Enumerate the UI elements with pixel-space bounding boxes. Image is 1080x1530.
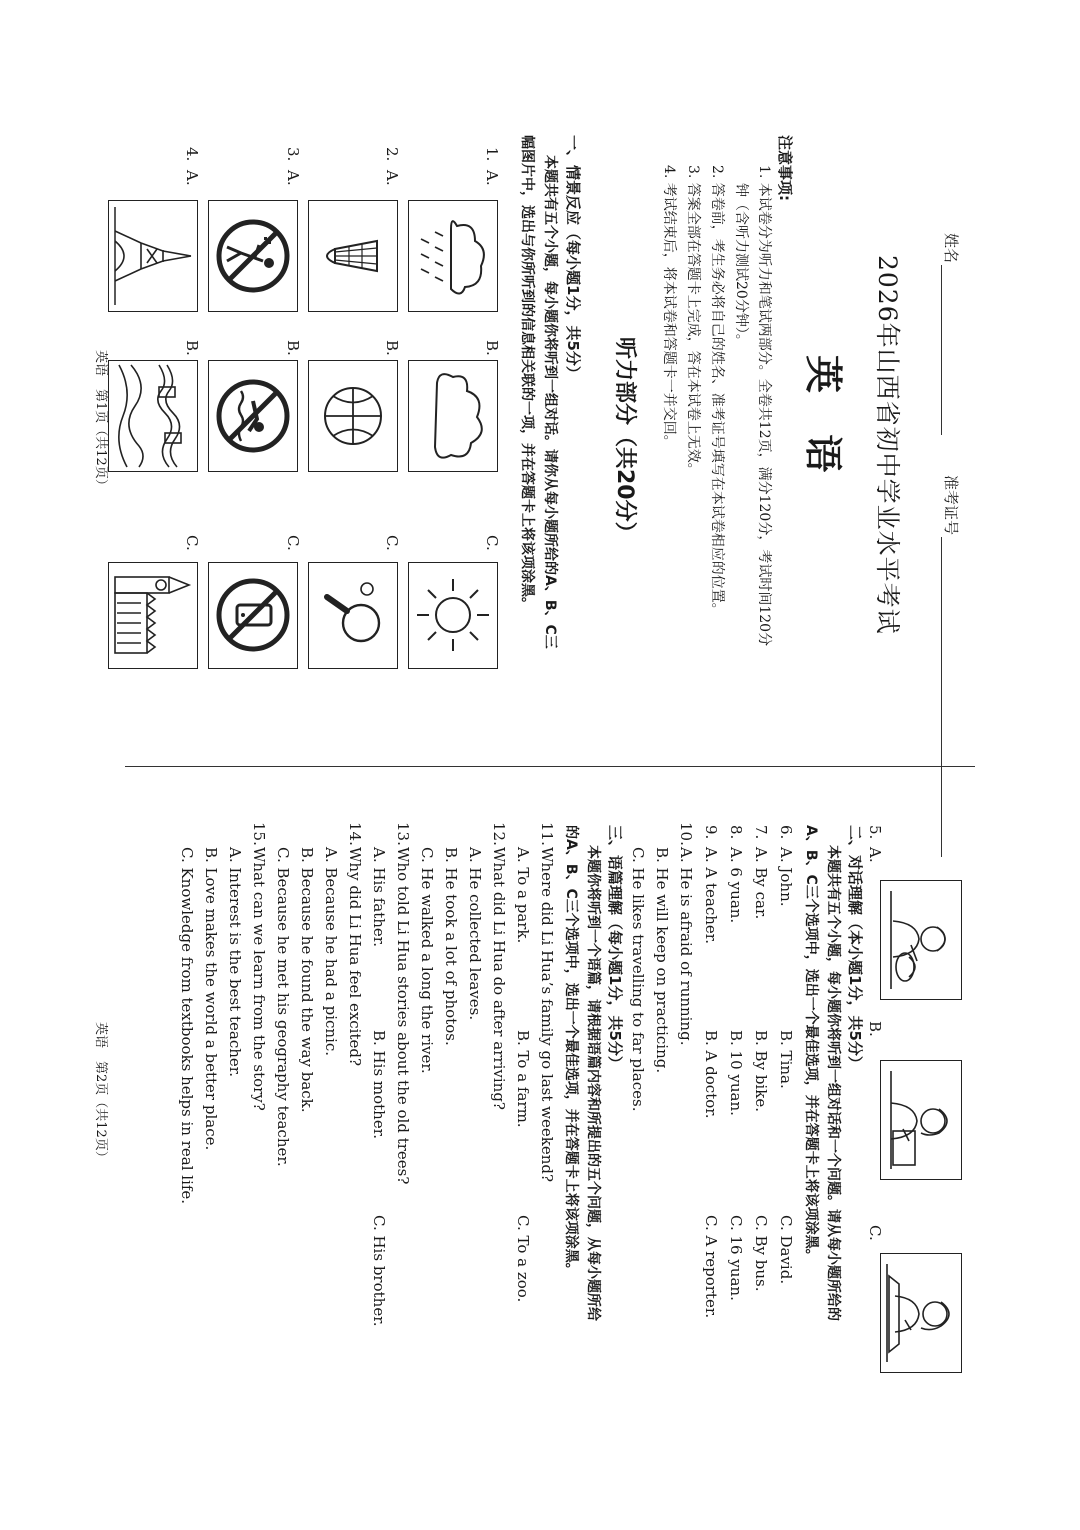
page-divider — [125, 766, 975, 767]
q14-option-b: B. Because he found the way back. — [298, 847, 316, 1113]
q5-number: 5. — [866, 825, 884, 840]
section3-desc-1: 本题你将听到一个语篇，请根据语篇内容和所提出的五个问题，从每小题所给 — [585, 845, 601, 1321]
q15-stem: What can we learn from the story? — [250, 847, 268, 1111]
q12-stem: What did Li Hua do after arriving? — [490, 847, 508, 1110]
name-label: 姓名 — [942, 233, 960, 264]
q10-option-c: C. He likes travelling to far places. — [629, 847, 647, 1112]
q1-option-b: B. — [483, 340, 501, 356]
q4-number: 4. — [183, 147, 201, 162]
exam-title: 2026年山西省初中学业水平考试 — [873, 255, 902, 635]
exam-page-1 — [80, 75, 1000, 765]
q14-option-a: A. Because he had a picnic. — [322, 847, 340, 1057]
sun-icon[interactable] — [408, 562, 498, 669]
q10-number: 10. — [677, 822, 695, 846]
q14-option-c: C. Because he met his geography teacher. — [274, 847, 292, 1167]
q8-option-b: B. 10 yuan. — [727, 1030, 745, 1116]
q9-option-c: C. A reporter. — [702, 1215, 720, 1319]
big-ben-icon[interactable] — [108, 562, 198, 669]
page1-footer: 英语 第1页（共12页） — [93, 350, 108, 492]
q14-number: 14. — [346, 822, 364, 846]
shuttlecock-icon[interactable] — [308, 200, 398, 312]
q4-option-a: A. — [183, 170, 201, 186]
q11-option-c: C. To a zoo. — [514, 1215, 532, 1303]
q12-option-b: B. He took a lot of photos. — [442, 847, 460, 1046]
girl-drawing-icon[interactable] — [880, 1060, 962, 1180]
section1-heading: 一、情景反应（每小题1分，共5分） — [564, 135, 582, 381]
subject-title: 英 语 — [801, 355, 845, 487]
notice-item-1: 1. 本试卷分为听力和笔试两部分。全卷共12页，满分120分，考试时间120分 — [756, 165, 772, 647]
basketball-icon[interactable] — [308, 360, 398, 472]
q12-option-a: A. He collected leaves. — [466, 847, 484, 1021]
notice-item-2: 2. 答卷前，考生务必将自己的姓名、准考证号填写在本试卷相应的位置。 — [709, 165, 725, 617]
q11-number: 11. — [538, 822, 556, 846]
q9-number: 9. — [702, 825, 720, 840]
q11-stem: Where did Li Hua’s family go last weekend? — [538, 847, 556, 1183]
q4-option-c: C. — [183, 535, 201, 551]
q15-option-a: A. Interest is the best teacher. — [226, 847, 244, 1078]
q1-number: 1. — [483, 147, 501, 162]
q9-option-a: A. A teacher. — [702, 847, 720, 945]
section3-heading: 三、语篇理解（每小题1分，共5分） — [606, 825, 624, 1071]
q10-option-b: B. He will keep on practicing. — [653, 847, 671, 1074]
section3-desc-2: 的A、B、C三个选项中，选出一个最佳选项，并在答题卡上将该项涂黑。 — [563, 825, 579, 1277]
girl-writing-icon[interactable] — [880, 1253, 962, 1373]
q7-option-a: A. By car. — [752, 847, 770, 920]
q3-option-a: A. — [284, 170, 302, 186]
q5-option-a: A. — [866, 847, 884, 863]
cloud-icon[interactable] — [408, 360, 498, 472]
no-littering-icon[interactable] — [208, 200, 298, 312]
q13-option-a: A. His father. — [370, 847, 388, 948]
q11-option-a: A. To a park. — [514, 847, 532, 944]
q3-option-b: B. — [284, 340, 302, 356]
great-wall-icon[interactable] — [108, 360, 198, 472]
q15-number: 15. — [250, 822, 268, 846]
q8-option-c: C. 16 yuan. — [727, 1215, 745, 1301]
ping-pong-icon[interactable] — [308, 562, 398, 669]
section2-desc-1: 本题共有五个小题，每小题你将听到一组对话和一个问题。请从每小题所给的 — [825, 845, 841, 1321]
q2-option-b: B. — [383, 340, 401, 356]
page2-footer: 英语 第2页（共12页） — [93, 1022, 108, 1164]
q4-option-b: B. — [183, 340, 201, 356]
eiffel-tower-icon[interactable] — [108, 200, 198, 312]
q10-option-a: A. He is afraid of running. — [677, 847, 695, 1046]
q6-number: 6. — [777, 825, 795, 840]
q12-number: 12. — [490, 822, 508, 846]
q7-option-c: C. By bus. — [752, 1215, 770, 1292]
q1-option-c: C. — [483, 535, 501, 551]
q5-option-b: B. — [866, 1021, 884, 1037]
q9-option-b: B. A doctor. — [702, 1030, 720, 1119]
notice-item-1-cont: 钟（含听力测试20分钟）。 — [733, 183, 749, 348]
q6-option-a: A. John. — [777, 847, 795, 907]
section1-desc-1: 本题共有五个小题，每小题你将听到一组对话。请你从每小题所给的A、B、C三 — [542, 155, 558, 649]
notice-heading: 注意事项: — [776, 135, 794, 201]
no-swimming-icon[interactable] — [208, 360, 298, 472]
q2-number: 2. — [383, 147, 401, 162]
section2-heading: 二、对话理解（本小题1分，共5分） — [846, 825, 864, 1071]
q6-option-b: B. Tina. — [777, 1030, 795, 1089]
section2-desc-2: A、B、C三个选项中，选出一个最佳选项，并在答题卡上将该项涂黑。 — [803, 825, 819, 1263]
q5-option-c: C. — [866, 1225, 884, 1241]
q3-option-c: C. — [284, 535, 302, 551]
q13-number: 13. — [394, 822, 412, 846]
q7-number: 7. — [752, 825, 770, 840]
q13-stem: Who told Li Hua stories about the old trees? — [394, 847, 412, 1185]
q15-option-c: C. Knowledge from textbooks helps in real life. — [178, 847, 196, 1205]
exam-page-2 — [80, 785, 1000, 1485]
q13-option-b: B. His mother. — [370, 1030, 388, 1140]
notice-item-3: 3. 答案全部在答题卡上完成，答在本试卷上无效。 — [685, 165, 701, 477]
q8-number: 8. — [727, 825, 745, 840]
q2-option-c: C. — [383, 535, 401, 551]
notice-item-4: 4. 考试结束后，将本试卷和答题卡一并交回。 — [661, 165, 677, 449]
q2-option-a: A. — [383, 170, 401, 186]
exam-number-label: 准考证号 — [942, 475, 960, 536]
no-phone-icon[interactable] — [208, 562, 298, 669]
q1-option-a: A. — [483, 170, 501, 186]
q12-option-c: C. He walked a long the river. — [418, 847, 436, 1074]
q6-option-c: C. David. — [777, 1215, 795, 1285]
girl-eating-icon[interactable] — [880, 880, 962, 1000]
q15-option-b: B. Love makes the world a better place. — [202, 847, 220, 1151]
rain-cloud-icon[interactable] — [408, 200, 498, 312]
q13-option-c: C. His brother. — [370, 1215, 388, 1327]
q3-number: 3. — [284, 147, 302, 162]
q8-option-a: A. 6 yuan. — [727, 847, 745, 924]
listening-title: 听力部分（共20分） — [612, 337, 637, 544]
q14-stem: Why did Li Hua feel excited? — [346, 847, 364, 1067]
section1-desc-2: 幅图片中，选出与你所听到的信息相关联的一项，并在答题卡上将该项涂黑。 — [519, 135, 535, 611]
name-line — [941, 265, 942, 435]
q7-option-b: B. By bike. — [752, 1030, 770, 1112]
q11-option-b: B. To a farm. — [514, 1030, 532, 1128]
